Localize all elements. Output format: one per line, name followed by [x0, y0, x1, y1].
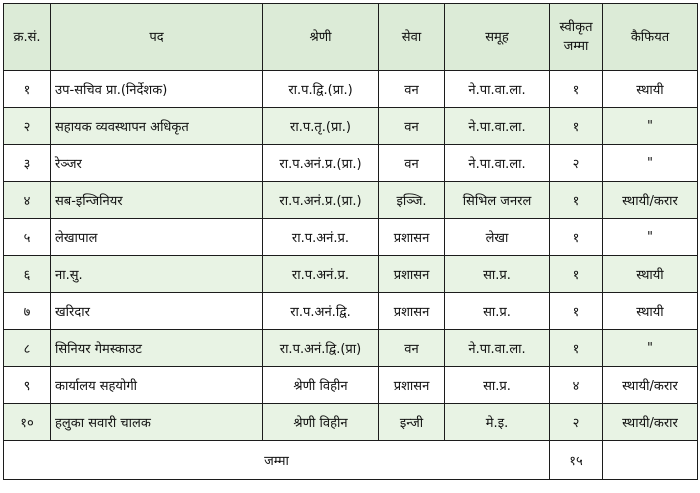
table-header [4, 4, 698, 71]
cell-sn: ९ [4, 367, 51, 404]
table-row [4, 367, 698, 404]
cell-post: सहायक व्यवस्थापन अधिकृत [51, 108, 263, 145]
table-row [4, 71, 698, 108]
header-approved-line2: जम्मा [563, 39, 589, 54]
staffing-table [3, 3, 698, 480]
cell-group: सा.प्र. [445, 256, 550, 293]
total-label: जम्मा [4, 441, 550, 480]
cell-class: रा.प.द्वि.(प्रा.) [263, 71, 379, 108]
cell-post: कार्यालय सहयोगी [51, 367, 263, 404]
cell-service: प्रशासन [379, 219, 445, 256]
cell-sn: २ [4, 108, 51, 145]
cell-post: रेञ्जर [51, 145, 263, 182]
cell-remarks: स्थायी [603, 293, 698, 330]
cell-class: रा.प.अनं.प्र.(प्रा.) [263, 145, 379, 182]
cell-group: ने.पा.वा.ला. [445, 330, 550, 367]
cell-service: वन [379, 330, 445, 367]
cell-sn: ५ [4, 219, 51, 256]
cell-service: वन [379, 108, 445, 145]
cell-remarks: " [603, 145, 698, 182]
cell-post: खरिदार [51, 293, 263, 330]
cell-service: प्रशासन [379, 293, 445, 330]
header-approved-line1: स्वीकृत [559, 20, 593, 35]
cell-remarks: स्थायी [603, 256, 698, 293]
table-row [4, 108, 698, 145]
table-row [4, 256, 698, 293]
cell-post: उप-सचिव प्रा.(निर्देशक) [51, 71, 263, 108]
header-approved [550, 4, 603, 71]
cell-approved: १ [550, 71, 603, 108]
cell-post: हलुका सवारी चालक [51, 404, 263, 441]
table-body [4, 71, 698, 441]
cell-remarks: स्थायी/करार [603, 182, 698, 219]
cell-sn: १ [4, 71, 51, 108]
table-row [4, 330, 698, 367]
table-row [4, 182, 698, 219]
cell-class: रा.प.अनं.प्र. [263, 256, 379, 293]
cell-post: ना.सु. [51, 256, 263, 293]
cell-post: सब-इन्जिनियर [51, 182, 263, 219]
table-footer [4, 441, 698, 480]
cell-class: रा.प.अनं.द्वि.(प्रा) [263, 330, 379, 367]
cell-approved: १ [550, 182, 603, 219]
cell-service: वन [379, 71, 445, 108]
cell-service: इन्जी [379, 404, 445, 441]
cell-post: लेखापाल [51, 219, 263, 256]
cell-remarks: " [603, 108, 698, 145]
table-row [4, 219, 698, 256]
cell-service: प्रशासन [379, 256, 445, 293]
table-row [4, 404, 698, 441]
cell-approved: १ [550, 108, 603, 145]
cell-service: इञ्जि. [379, 182, 445, 219]
cell-sn: ४ [4, 182, 51, 219]
header-remarks: कैफियत [603, 4, 698, 71]
cell-sn: ३ [4, 145, 51, 182]
cell-group: मे.इ. [445, 404, 550, 441]
header-service: सेवा [379, 4, 445, 71]
cell-sn: ७ [4, 293, 51, 330]
cell-group: सिभिल जनरल [445, 182, 550, 219]
total-row [4, 441, 698, 480]
table-row [4, 145, 698, 182]
cell-class: श्रेणी विहीन [263, 367, 379, 404]
total-remarks [603, 441, 698, 480]
cell-group: लेखा [445, 219, 550, 256]
cell-class: रा.प.अनं.प्र.(प्रा.) [263, 182, 379, 219]
header-group: समूह [445, 4, 550, 71]
cell-approved: ४ [550, 367, 603, 404]
cell-class: रा.प.अनं.द्वि. [263, 293, 379, 330]
header-row [4, 4, 698, 71]
cell-service: वन [379, 145, 445, 182]
cell-class: श्रेणी विहीन [263, 404, 379, 441]
cell-approved: २ [550, 404, 603, 441]
cell-approved: १ [550, 256, 603, 293]
cell-group: ने.पा.वा.ला. [445, 108, 550, 145]
cell-remarks: स्थायी [603, 71, 698, 108]
cell-sn: ६ [4, 256, 51, 293]
cell-approved: २ [550, 145, 603, 182]
cell-group: सा.प्र. [445, 367, 550, 404]
cell-remarks: " [603, 219, 698, 256]
cell-group: ने.पा.वा.ला. [445, 145, 550, 182]
table-row [4, 293, 698, 330]
cell-remarks: स्थायी/करार [603, 367, 698, 404]
cell-approved: १ [550, 219, 603, 256]
cell-class: रा.प.तृ.(प्रा.) [263, 108, 379, 145]
cell-service: प्रशासन [379, 367, 445, 404]
cell-post: सिनियर गेमस्काउट [51, 330, 263, 367]
header-post: पद [51, 4, 263, 71]
cell-approved: १ [550, 330, 603, 367]
cell-sn: १० [4, 404, 51, 441]
header-sn: क्र.सं. [4, 4, 51, 71]
cell-remarks: " [603, 330, 698, 367]
total-value: १५ [550, 441, 603, 480]
cell-class: रा.प.अनं.प्र. [263, 219, 379, 256]
cell-sn: ८ [4, 330, 51, 367]
cell-approved: १ [550, 293, 603, 330]
cell-remarks: स्थायी/करार [603, 404, 698, 441]
cell-group: सा.प्र. [445, 293, 550, 330]
cell-group: ने.पा.वा.ला. [445, 71, 550, 108]
header-class: श्रेणी [263, 4, 379, 71]
